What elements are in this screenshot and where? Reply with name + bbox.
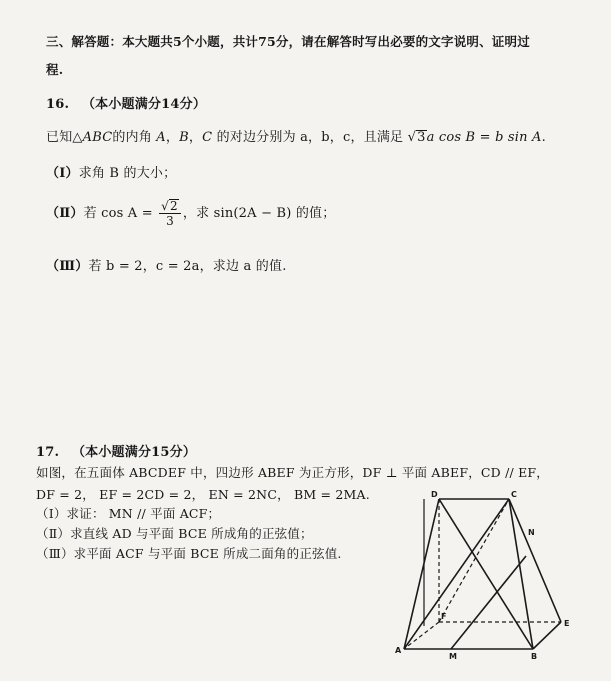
label-C: C bbox=[511, 490, 517, 499]
q16-points: （本小题满分14分） bbox=[81, 97, 207, 112]
q17-stem-line2: DF = 2， EF = 2CD = 2， EN = 2NC， BM = 2MA. bbox=[36, 487, 370, 502]
section-heading: 三、解答题：本大题共5个小题，共计75分，请在解答时写出必要的文字说明、证明过 bbox=[46, 34, 530, 49]
q16-part2-post: ，求 sin(2A − B) 的值； bbox=[182, 206, 336, 221]
edge-CE bbox=[509, 499, 561, 622]
section-heading-cont: 程. bbox=[46, 62, 64, 77]
q17-points: （本小题满分15分） bbox=[71, 445, 197, 460]
q16-stem-sep1: ， bbox=[165, 130, 180, 145]
q16-stem-mid: 的内角 bbox=[112, 130, 152, 145]
q16-stem-sep2: ， bbox=[188, 130, 203, 145]
label-F: F bbox=[441, 612, 447, 621]
q17-part2: （Ⅱ）求直线 AD 与平面 BCE 所成角的正弦值； bbox=[36, 526, 313, 541]
q16-part1-label: （Ⅰ） bbox=[46, 166, 79, 181]
label-B: B bbox=[531, 652, 538, 661]
q17-part1: （Ⅰ）求证： MN // 平面 ACF； bbox=[36, 506, 221, 521]
q16-sqrt-radicand: 3 bbox=[417, 130, 426, 145]
q16-part3-text: 若 b = 2，c = 2a，求边 a 的值. bbox=[88, 259, 287, 274]
q16-stem-pre: 已知△ bbox=[46, 130, 83, 145]
edge-DA bbox=[404, 499, 439, 649]
edge-CB bbox=[509, 499, 533, 649]
edge-CA bbox=[404, 499, 509, 649]
q16-part2-pre: 若 cos A = bbox=[83, 206, 153, 221]
q17-stem-line1: 如图，在五面体 ABCDEF 中，四边形 ABEF 为正方形，DF ⊥ 平面 ABEF，CD // EF， bbox=[36, 465, 549, 480]
q16-part3-label: （Ⅲ） bbox=[46, 259, 89, 274]
q16-stem-sides: 的对边分别为 a，b，c，且满足 bbox=[216, 130, 404, 145]
q16-stem-C: C bbox=[202, 130, 213, 145]
label-N: N bbox=[528, 528, 535, 537]
edge-BE bbox=[533, 622, 561, 649]
q16-stem-B: B bbox=[179, 130, 189, 145]
q16-frac-root: √ bbox=[161, 199, 170, 213]
q16-condition: a cos B = b sin A bbox=[426, 130, 542, 145]
q16-frac-den: 3 bbox=[166, 214, 174, 228]
q16-part1-text: 求角 B 的大小； bbox=[78, 166, 177, 181]
q16-part2-label: （Ⅱ） bbox=[46, 206, 84, 221]
q16-stem-abc: ABC bbox=[82, 130, 113, 145]
label-E: E bbox=[564, 619, 570, 628]
edge-FC bbox=[439, 499, 509, 622]
q17-number: 17. bbox=[36, 445, 60, 460]
q16-stem-A: A bbox=[156, 130, 166, 145]
label-D: D bbox=[431, 490, 438, 499]
q17-part3: （Ⅲ）求平面 ACF 与平面 BCE 所成二面角的正弦值. bbox=[36, 546, 342, 561]
q16-stem-end: . bbox=[541, 130, 546, 145]
q16-sqrt-sign: √ bbox=[407, 130, 417, 145]
q16-number: 16. bbox=[46, 97, 70, 112]
q16-frac-radicand: 2 bbox=[170, 199, 178, 213]
label-A: A bbox=[395, 646, 402, 655]
label-M: M bbox=[449, 652, 457, 661]
segment-MN bbox=[451, 556, 526, 649]
